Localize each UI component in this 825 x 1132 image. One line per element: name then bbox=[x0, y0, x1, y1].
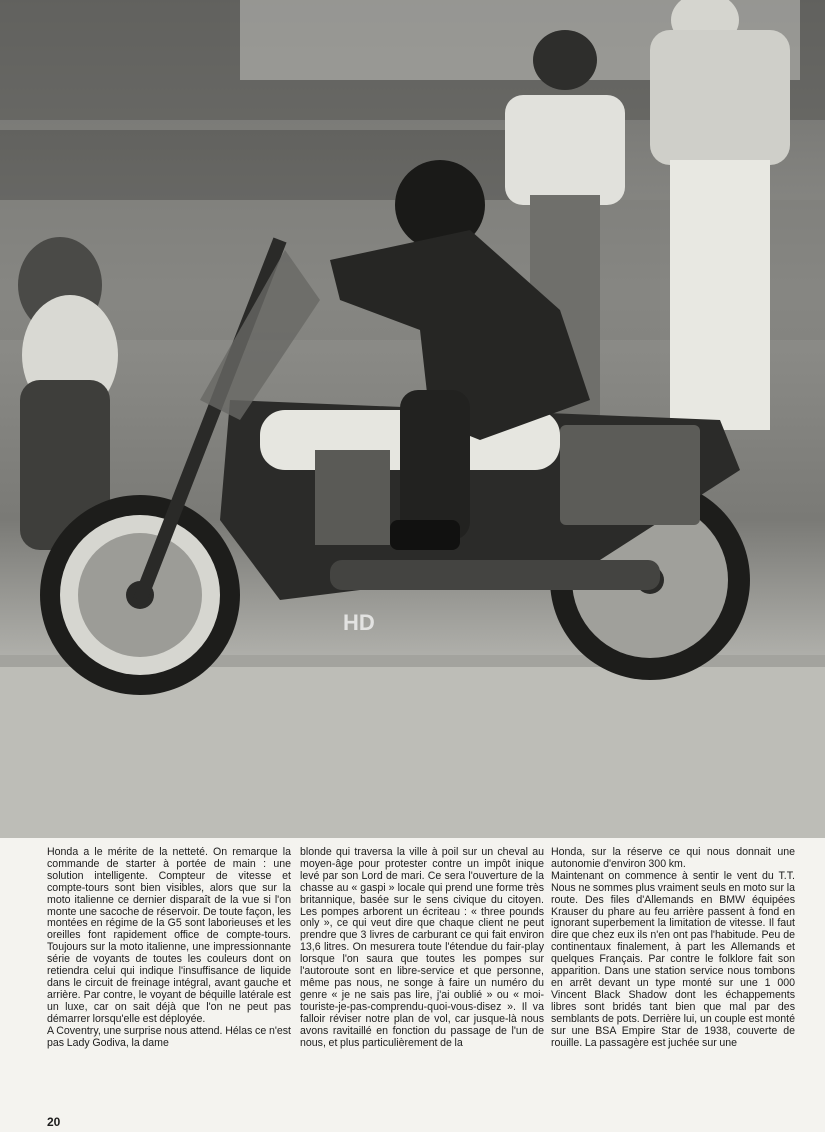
article-column-2 bbox=[300, 847, 544, 1049]
photo-watermark: HD bbox=[343, 610, 375, 635]
paragraph: A Coventry, une surprise nous attend. Hélas ce n'est pas Lady Godiva, la dame bbox=[47, 1024, 291, 1049]
paragraph: Honda, sur la réserve ce qui nous donnait une autonomie d'environ 300 km. bbox=[551, 846, 795, 870]
page-number: 20 bbox=[47, 1115, 61, 1129]
paragraph: blonde qui traversa la ville à poil sur un cheval au moyen-âge pour protester contre un impôt inique levé par son Lord de mari. Ce sera l'ouverture de la chasse au « gaspi » locale qui prend une forme très britannique, basée sur le sens civique du citoyen. Les pompes arborent un écriteau : « three pounds only », ce qui veut dire que chaque client ne peut prendre que 3 livres de carburant ce qui fait environ 13,6 litres. On mesurera toute l'étendue du fair-play lorsque l'on saura que toutes les pompes sur l'autoroute sont en libre-service et que personne, même pas nous, ne songe à faire un numéro du genre « je ne sais pas lire, j'ai oublié » ou « moi-touriste-je-pas-comprendu-quoi-vous-disez ». Il va falloir réviser notre plan de vol, car jusque-là nous avons ravitaillé en fonction du passage de l'un de nous, et plus particulièrement de la bbox=[300, 846, 544, 1049]
article-column-3 bbox=[551, 847, 795, 1049]
article-column-1 bbox=[47, 847, 291, 1049]
paragraph: Honda a le mérite de la netteté. On remarque la commande de starter à portée de main : une solution intelligente. Compteur de vitesse et compte-tours sont bien visibles, alors que sur la moto italienne ce dernier disparaît de la vue si l'on monte une sacoche de réservoir. De toute façon, les montées en régime de la G5 sont laborieuses et les oreilles font rapidement office de compte-tours. Toujours sur la moto italienne, une impressionnante série de voyants de toutes les couleurs dont on retiendra celui qui indique l'insuffisance de liquide dans le circuit de freinage intégral, avant gauche et arrière. Par contre, le voyant de béquille latérale est un luxe, car on sait déjà que l'on ne peut pas démarrer lorsqu'elle est déployée. bbox=[47, 846, 291, 1025]
paragraph: Maintenant on commence à sentir le vent du T.T. Nous ne sommes plus vraiment seuls en moto sur la route. Des files d'Allemands en BMW équipées Krauser du phare au feu arrière passent à fond en ignorant superbement la limitation de vitesse. Il faut dire que chez eux ils n'en ont pas l'habitude. Peu de continentaux finalement, à part les Allemands et quelques Français. Par contre le folklore fait son apparition. Dans une station service nous tombons en arrêt devant un type monté sur une 1 000 Vincent Black Shadow dont les échappements libres sont bridés tant bien que mal par des semblants de pots. Derrière lui, un couple est monté sur une BSA Empire Star de 1938, couverte de rouille. La passagère est juchée sur une bbox=[551, 869, 795, 1049]
